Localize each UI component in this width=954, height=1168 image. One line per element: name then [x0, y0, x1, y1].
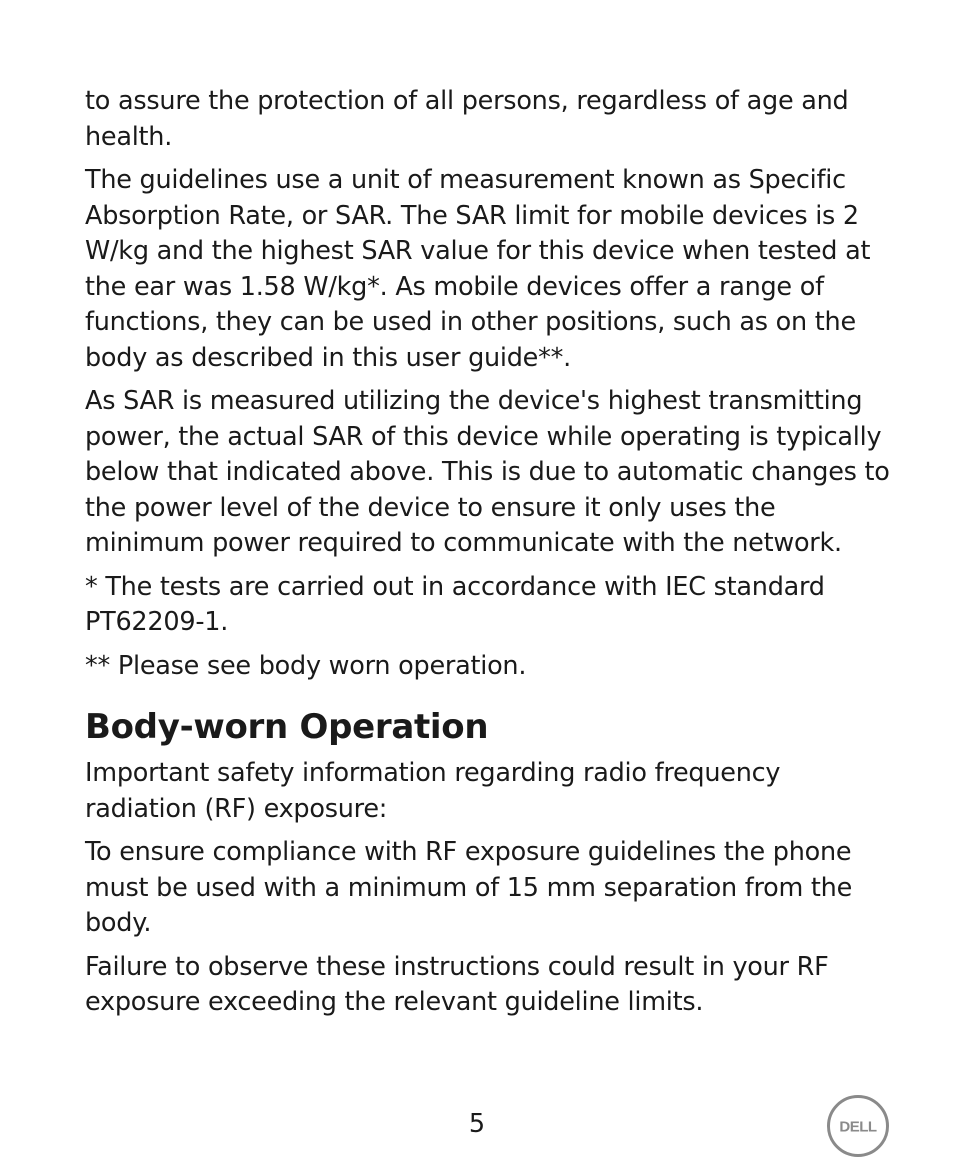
footnote-body-worn: ** Please see body worn operation.: [85, 650, 527, 681]
svg-text:DELL: DELL: [839, 1118, 877, 1136]
paragraph-protection: to assure the protection of all persons, regardless of age and health.: [85, 86, 849, 152]
page-number: 5: [468, 1109, 486, 1139]
footnote-iec-standard: * The tests are carried out in accordance with IEC standard PT62209-1.: [85, 571, 825, 637]
paragraph-sar-definition: The guidelines use a unit of measurement known as Specific Absorption Rate, or SAR. The SAR limit for mobile devices is 2 W/kg and the highest SAR value for this device when tested at the ear was 1.58 W/kg*. As mobile devices offer a range of functions, they can be used in other positions, such as on the body as described in this user guide**.: [85, 165, 871, 373]
page-content: [85, 84, 897, 1029]
dell-logo-icon: [826, 1094, 890, 1158]
paragraph-sar-measurement: As SAR is measured utilizing the device's highest transmitting power, the actual SAR of this device while operating is typically below that indicated above. This is due to automatic changes to the power level of the device to ensure it only uses the minimum power required to communicate with the network.: [85, 386, 890, 558]
section-heading: Body-worn Operation: [85, 707, 489, 747]
paragraph-rf-failure: Failure to observe these instructions could result in your RF exposure exceeding the relevant guideline limits.: [85, 951, 829, 1017]
paragraph-rf-safety-intro: Important safety information regarding radio frequency radiation (RF) exposure:: [85, 758, 781, 824]
paragraph-rf-separation: To ensure compliance with RF exposure guidelines the phone must be used with a minimum of 15 mm separation from the body.: [85, 837, 853, 938]
